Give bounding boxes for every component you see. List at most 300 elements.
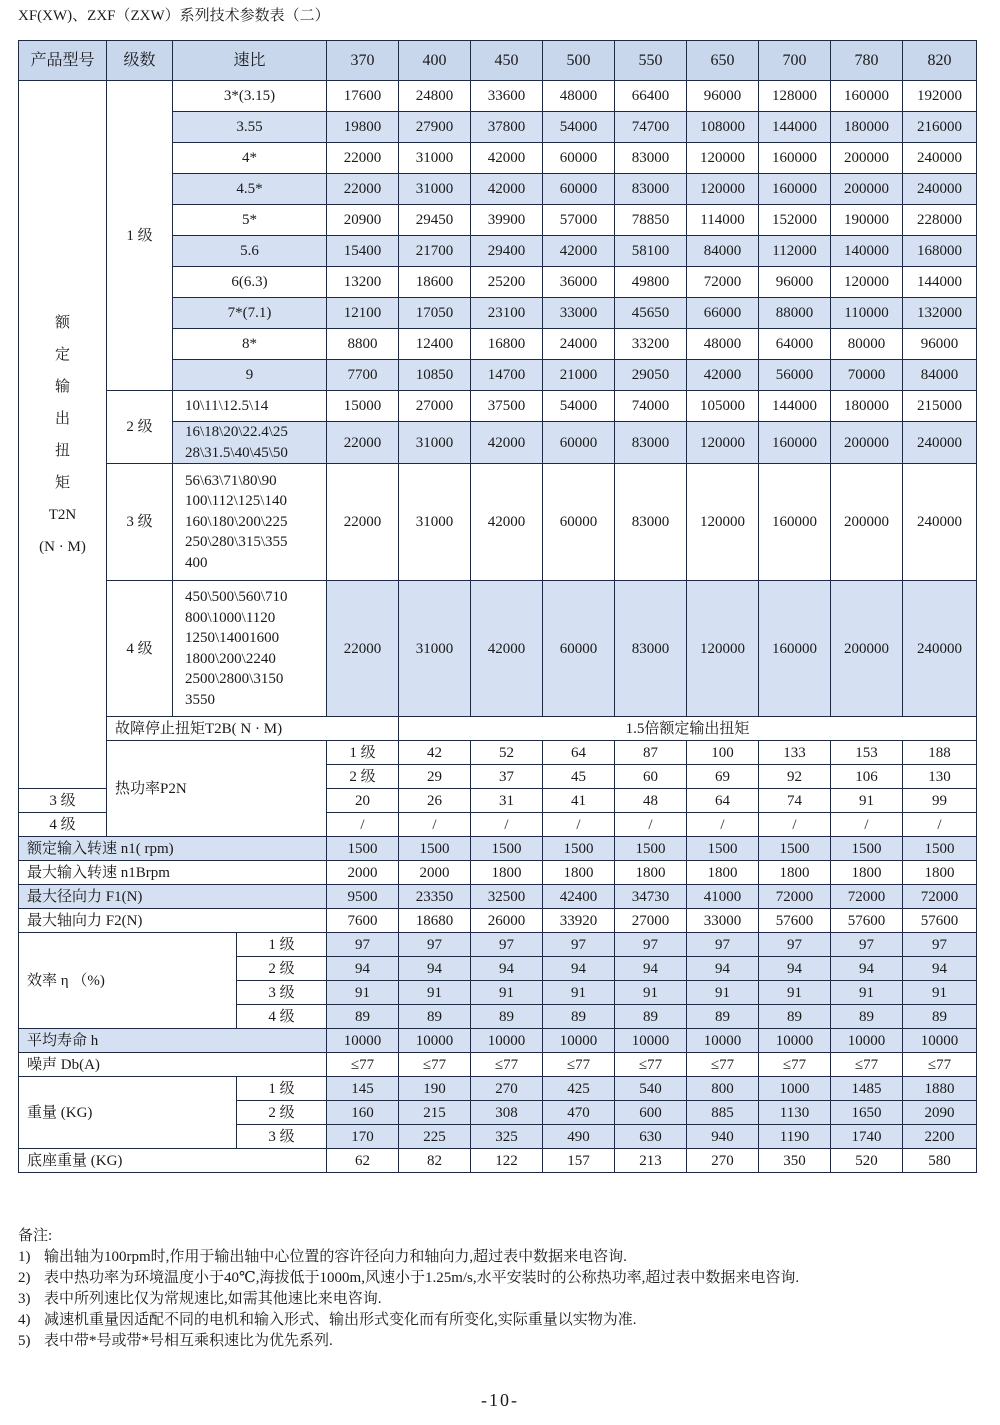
note-number: 3) [18,1291,31,1307]
value-cell: 97 [615,933,687,957]
table-row [19,717,977,741]
value-cell: 88000 [759,298,831,329]
value-cell: 72000 [831,885,903,909]
value-cell: 26000 [471,909,543,933]
value-cell: 10000 [903,1029,977,1053]
value-cell: 33000 [543,298,615,329]
ratio-line: 56\63\71\80\90 [185,472,277,489]
rated-torque-char: 出 [54,410,70,427]
value-cell: 42400 [543,885,615,909]
base-weight-label: 底座重量 (KG) [19,1149,327,1173]
value-cell: 110000 [831,298,903,329]
value-cell: 180000 [831,112,903,143]
ratio-line: 28\31.5\40\45\50 [185,444,288,461]
value-cell: 42000 [471,581,543,717]
ratio-cell [173,464,327,581]
noise-label: 噪声 Db(A) [19,1053,327,1077]
value-cell: 45 [543,765,615,789]
ratio-line: 3550 [185,691,215,708]
note-item [18,1331,799,1352]
value-cell: 160000 [831,81,903,112]
value-cell: 2090 [903,1101,977,1125]
value-cell: 1500 [399,837,471,861]
value-cell: 200000 [831,174,903,205]
value-cell: 91 [543,981,615,1005]
value-cell: ≤77 [687,1053,759,1077]
value-cell: 228000 [903,205,977,236]
value-cell: 74700 [615,112,687,143]
value-cell: 91 [471,981,543,1005]
value-cell: 240000 [903,581,977,717]
value-cell: 64 [687,789,759,813]
value-cell: / [471,813,543,837]
value-cell: 37800 [471,112,543,143]
notes-list [18,1247,799,1352]
note-number: 5) [18,1333,31,1349]
value-cell: 1500 [759,837,831,861]
table-row [19,464,977,581]
rated-input-speed-label: 额定输入转速 n1( rpm) [19,837,327,861]
value-cell: ≤77 [327,1053,399,1077]
value-cell: 270 [687,1149,759,1173]
value-cell: ≤77 [399,1053,471,1077]
stage-label: 2 级 [107,391,173,464]
table-row [19,1077,977,1101]
value-cell: 22000 [327,143,399,174]
value-cell: 48000 [543,81,615,112]
value-cell: 130 [903,765,977,789]
value-cell: 20900 [327,205,399,236]
value-cell: 37 [471,765,543,789]
value-cell: 94 [471,957,543,981]
table-row [19,741,977,765]
value-cell: 10000 [399,1029,471,1053]
value-cell: 31 [471,789,543,813]
table-body [19,41,977,1173]
value-cell: 1500 [903,837,977,861]
value-cell: 17050 [399,298,471,329]
value-cell: 12100 [327,298,399,329]
value-cell: 21700 [399,236,471,267]
stage-cell: 4 级 [237,1005,327,1029]
value-cell: 33600 [471,81,543,112]
value-cell: 42000 [687,360,759,391]
value-cell: 122 [471,1149,543,1173]
ratio-cell: 7*(7.1) [173,298,327,329]
stage-cell: 1 级 [237,1077,327,1101]
value-cell: 15000 [327,391,399,422]
value-cell: 24800 [399,81,471,112]
value-cell: 10000 [687,1029,759,1053]
header-size: 400 [399,41,471,81]
header-size: 450 [471,41,543,81]
value-cell: 78850 [615,205,687,236]
value-cell: 152000 [759,205,831,236]
value-cell: 31000 [399,581,471,717]
value-cell: 630 [615,1125,687,1149]
value-cell: ≤77 [543,1053,615,1077]
value-cell: 54000 [543,391,615,422]
value-cell: ≤77 [831,1053,903,1077]
table-row [19,861,977,885]
value-cell: 144000 [903,267,977,298]
value-cell: 7700 [327,360,399,391]
value-cell: 91 [399,981,471,1005]
value-cell: 128000 [759,81,831,112]
value-cell: 94 [327,957,399,981]
value-cell: 52 [471,741,543,765]
ratio-cell: 6(6.3) [173,267,327,298]
value-cell: 10000 [615,1029,687,1053]
value-cell: 106 [831,765,903,789]
value-cell: / [759,813,831,837]
value-cell: 83000 [615,464,687,581]
value-cell: 42000 [543,236,615,267]
value-cell: 96000 [759,267,831,298]
value-cell: 22000 [327,174,399,205]
value-cell: 49800 [615,267,687,298]
value-cell: 89 [759,1005,831,1029]
value-cell: 33000 [687,909,759,933]
table-row [19,837,977,861]
note-item [18,1247,799,1268]
value-cell: 83000 [615,174,687,205]
thermal-power-label: 热功率P2N [107,741,327,837]
note-text: 减速机重量因适配不同的电机和输入形式、输出形式变化而有所变化,实际重量以实物为准. [44,1312,637,1328]
value-cell: 120000 [687,174,759,205]
value-cell: 64 [543,741,615,765]
value-cell: 41000 [687,885,759,909]
value-cell: 1800 [615,861,687,885]
header-stage: 级数 [107,41,173,81]
value-cell: 520 [831,1149,903,1173]
table-row [19,581,977,717]
value-cell: 490 [543,1125,615,1149]
table-row [19,41,977,81]
value-cell: 9500 [327,885,399,909]
value-cell: 57600 [903,909,977,933]
value-cell: 425 [543,1077,615,1101]
value-cell: 72000 [759,885,831,909]
value-cell: 24000 [543,329,615,360]
average-life-label: 平均寿命 h [19,1029,327,1053]
ratio-cell: 4.5* [173,174,327,205]
value-cell: 31000 [399,174,471,205]
value-cell: 10000 [471,1029,543,1053]
value-cell: 42000 [471,464,543,581]
ratio-line: 10\11\12.5\14 [185,397,269,414]
header-size: 370 [327,41,399,81]
value-cell: 20 [327,789,399,813]
value-cell: 99 [903,789,977,813]
value-cell: 60000 [543,143,615,174]
value-cell: 84000 [687,236,759,267]
stage-cell: 1 级 [327,741,399,765]
value-cell: 13200 [327,267,399,298]
weight-label: 重量 (KG) [19,1077,237,1149]
value-cell: ≤77 [615,1053,687,1077]
value-cell: 120000 [687,464,759,581]
value-cell: 2200 [903,1125,977,1149]
value-cell: 580 [903,1149,977,1173]
value-cell: 83000 [615,422,687,464]
value-cell: ≤77 [903,1053,977,1077]
value-cell: 132000 [903,298,977,329]
value-cell: 89 [615,1005,687,1029]
value-cell: 308 [471,1101,543,1125]
header-model: 产品型号 [19,41,107,81]
value-cell: 15400 [327,236,399,267]
value-cell: 89 [831,1005,903,1029]
value-cell: 240000 [903,422,977,464]
value-cell: 120000 [687,581,759,717]
header-size: 700 [759,41,831,81]
value-cell: 1800 [543,861,615,885]
stage-cell: 3 级 [237,1125,327,1149]
stage-cell: 1 级 [237,933,327,957]
table-row [19,391,977,422]
value-cell: 82 [399,1149,471,1173]
note-text: 表中带*号或带*号相互乘积速比为优先系列. [44,1333,333,1349]
header-size: 780 [831,41,903,81]
value-cell: 120000 [687,422,759,464]
value-cell: 21000 [543,360,615,391]
value-cell: 200000 [831,464,903,581]
value-cell: ≤77 [471,1053,543,1077]
value-cell: 22000 [327,464,399,581]
value-cell: / [687,813,759,837]
value-cell: 325 [471,1125,543,1149]
value-cell: 200000 [831,581,903,717]
value-cell: 32500 [471,885,543,909]
value-cell: 60 [615,765,687,789]
value-cell: 27000 [399,391,471,422]
value-cell: 153 [831,741,903,765]
value-cell: 94 [759,957,831,981]
value-cell: 180000 [831,391,903,422]
value-cell: 190000 [831,205,903,236]
value-cell: 22000 [327,581,399,717]
ratio-cell [173,581,327,717]
document-title: XF(XW)、ZXF（ZXW）系列技术参数表（二） [18,8,330,24]
value-cell: 70000 [831,360,903,391]
value-cell: 190 [399,1077,471,1101]
value-cell: 1740 [831,1125,903,1149]
value-cell: 1650 [831,1101,903,1125]
value-cell: 14700 [471,360,543,391]
value-cell: 26 [399,789,471,813]
ratio-cell: 5* [173,205,327,236]
ratio-cell: 9 [173,360,327,391]
value-cell: 74000 [615,391,687,422]
stage-cell: 2 级 [327,765,399,789]
value-cell: 97 [903,933,977,957]
value-cell: 1500 [615,837,687,861]
value-cell: / [831,813,903,837]
value-cell: 1800 [471,861,543,885]
value-cell: 56000 [759,360,831,391]
value-cell: 72000 [903,885,977,909]
ratio-line: 160\180\200\225 [185,513,288,530]
fault-torque-value: 1.5倍额定输出扭矩 [399,717,977,741]
value-cell: / [327,813,399,837]
value-cell: 45650 [615,298,687,329]
value-cell: 1500 [471,837,543,861]
value-cell: 27900 [399,112,471,143]
ratio-line: 450\500\560\710 [185,589,288,605]
value-cell: 168000 [903,236,977,267]
value-cell: 10850 [399,360,471,391]
value-cell: 83000 [615,581,687,717]
value-cell: 23350 [399,885,471,909]
value-cell: 215000 [903,391,977,422]
value-cell: 60000 [543,174,615,205]
value-cell: 42000 [471,174,543,205]
value-cell: 57600 [831,909,903,933]
table-row [19,81,977,112]
value-cell: 91 [831,981,903,1005]
value-cell: 97 [831,933,903,957]
value-cell: 10000 [759,1029,831,1053]
value-cell: 1130 [759,1101,831,1125]
value-cell: 97 [759,933,831,957]
rated-torque-label-sym: T2N [48,506,77,523]
table-row [19,1029,977,1053]
value-cell: 1500 [543,837,615,861]
stage-cell: 2 级 [237,957,327,981]
value-cell: 1500 [327,837,399,861]
value-cell: 1190 [759,1125,831,1149]
ratio-line: 16\18\20\22.4\25 [185,424,288,440]
value-cell: 100 [687,741,759,765]
value-cell: 12400 [399,329,471,360]
value-cell: 213 [615,1149,687,1173]
table-row [19,885,977,909]
value-cell: 10000 [831,1029,903,1053]
value-cell: 94 [543,957,615,981]
value-cell: 84000 [903,360,977,391]
value-cell: 540 [615,1077,687,1101]
value-cell: 94 [831,957,903,981]
value-cell: 105000 [687,391,759,422]
value-cell: 48000 [687,329,759,360]
value-cell: 160000 [759,464,831,581]
value-cell: 133 [759,741,831,765]
value-cell: 350 [759,1149,831,1173]
max-input-speed-label: 最大输入转速 n1Brpm [19,861,327,885]
stage-cell: 3 级 [19,789,107,813]
note-number: 4) [18,1312,31,1328]
value-cell: 94 [615,957,687,981]
header-ratio: 速比 [173,41,327,81]
value-cell: 19800 [327,112,399,143]
efficiency-label: 效率 η （%) [19,933,237,1029]
value-cell: 112000 [759,236,831,267]
value-cell: 41 [543,789,615,813]
header-size: 650 [687,41,759,81]
value-cell: 31000 [399,143,471,174]
value-cell: 29400 [471,236,543,267]
value-cell: 160000 [759,422,831,464]
value-cell: 114000 [687,205,759,236]
technical-parameter-table [18,40,977,1173]
stage-label: 1 级 [107,81,173,391]
value-cell: 225 [399,1125,471,1149]
ratio-cell: 3*(3.15) [173,81,327,112]
ratio-line: 2500\2800\3150 [185,671,284,687]
value-cell: 2000 [327,861,399,885]
value-cell: 96000 [687,81,759,112]
ratio-cell [173,422,327,464]
value-cell: 91 [327,981,399,1005]
ratio-line: 100\112\125\140 [185,493,287,510]
value-cell: 91 [759,981,831,1005]
value-cell: 66000 [687,298,759,329]
value-cell: 1800 [687,861,759,885]
rated-torque-char: 定 [54,346,70,363]
note-number: 2) [18,1270,31,1286]
header-size: 820 [903,41,977,81]
max-radial-force-label: 最大径向力 F1(N) [19,885,327,909]
value-cell: 1500 [687,837,759,861]
value-cell: 94 [903,957,977,981]
value-cell: 144000 [759,112,831,143]
value-cell: 160 [327,1101,399,1125]
ratio-line: 1250\14001600 [185,630,280,646]
value-cell: 1800 [831,861,903,885]
note-item [18,1268,799,1289]
value-cell: 145 [327,1077,399,1101]
value-cell: 216000 [903,112,977,143]
value-cell: 66400 [615,81,687,112]
ratio-cell: 3.55 [173,112,327,143]
value-cell: 31000 [399,464,471,581]
value-cell: 54000 [543,112,615,143]
value-cell: 74 [759,789,831,813]
value-cell: 42 [399,741,471,765]
value-cell: 42000 [471,422,543,464]
rated-torque-char: 额 [54,314,70,331]
value-cell: 940 [687,1125,759,1149]
value-cell: 1800 [903,861,977,885]
value-cell: 57000 [543,205,615,236]
value-cell: 33920 [543,909,615,933]
value-cell: 270 [471,1077,543,1101]
ratio-cell: 4* [173,143,327,174]
value-cell: 29 [399,765,471,789]
value-cell: 192000 [903,81,977,112]
value-cell: 94 [399,957,471,981]
rated-torque-char: 扭 [54,442,70,459]
value-cell: 72000 [687,267,759,298]
page-number: -10- [481,1390,519,1410]
value-cell: 1880 [903,1077,977,1101]
fault-torque-label: 故障停止扭矩T2B( N · M) [107,717,399,741]
value-cell: 97 [687,933,759,957]
note-text: 表中所列速比仅为常规速比,如需其他速比来电咨询. [44,1291,382,1307]
value-cell: 10000 [543,1029,615,1053]
notes-section [18,1226,799,1352]
value-cell: 89 [687,1005,759,1029]
value-cell: 600 [615,1101,687,1125]
rated-torque-char: 矩 [54,474,70,491]
value-cell: / [543,813,615,837]
value-cell: 2000 [399,861,471,885]
value-cell: 160000 [759,143,831,174]
value-cell: 60000 [543,422,615,464]
value-cell: 83000 [615,143,687,174]
value-cell: 34730 [615,885,687,909]
